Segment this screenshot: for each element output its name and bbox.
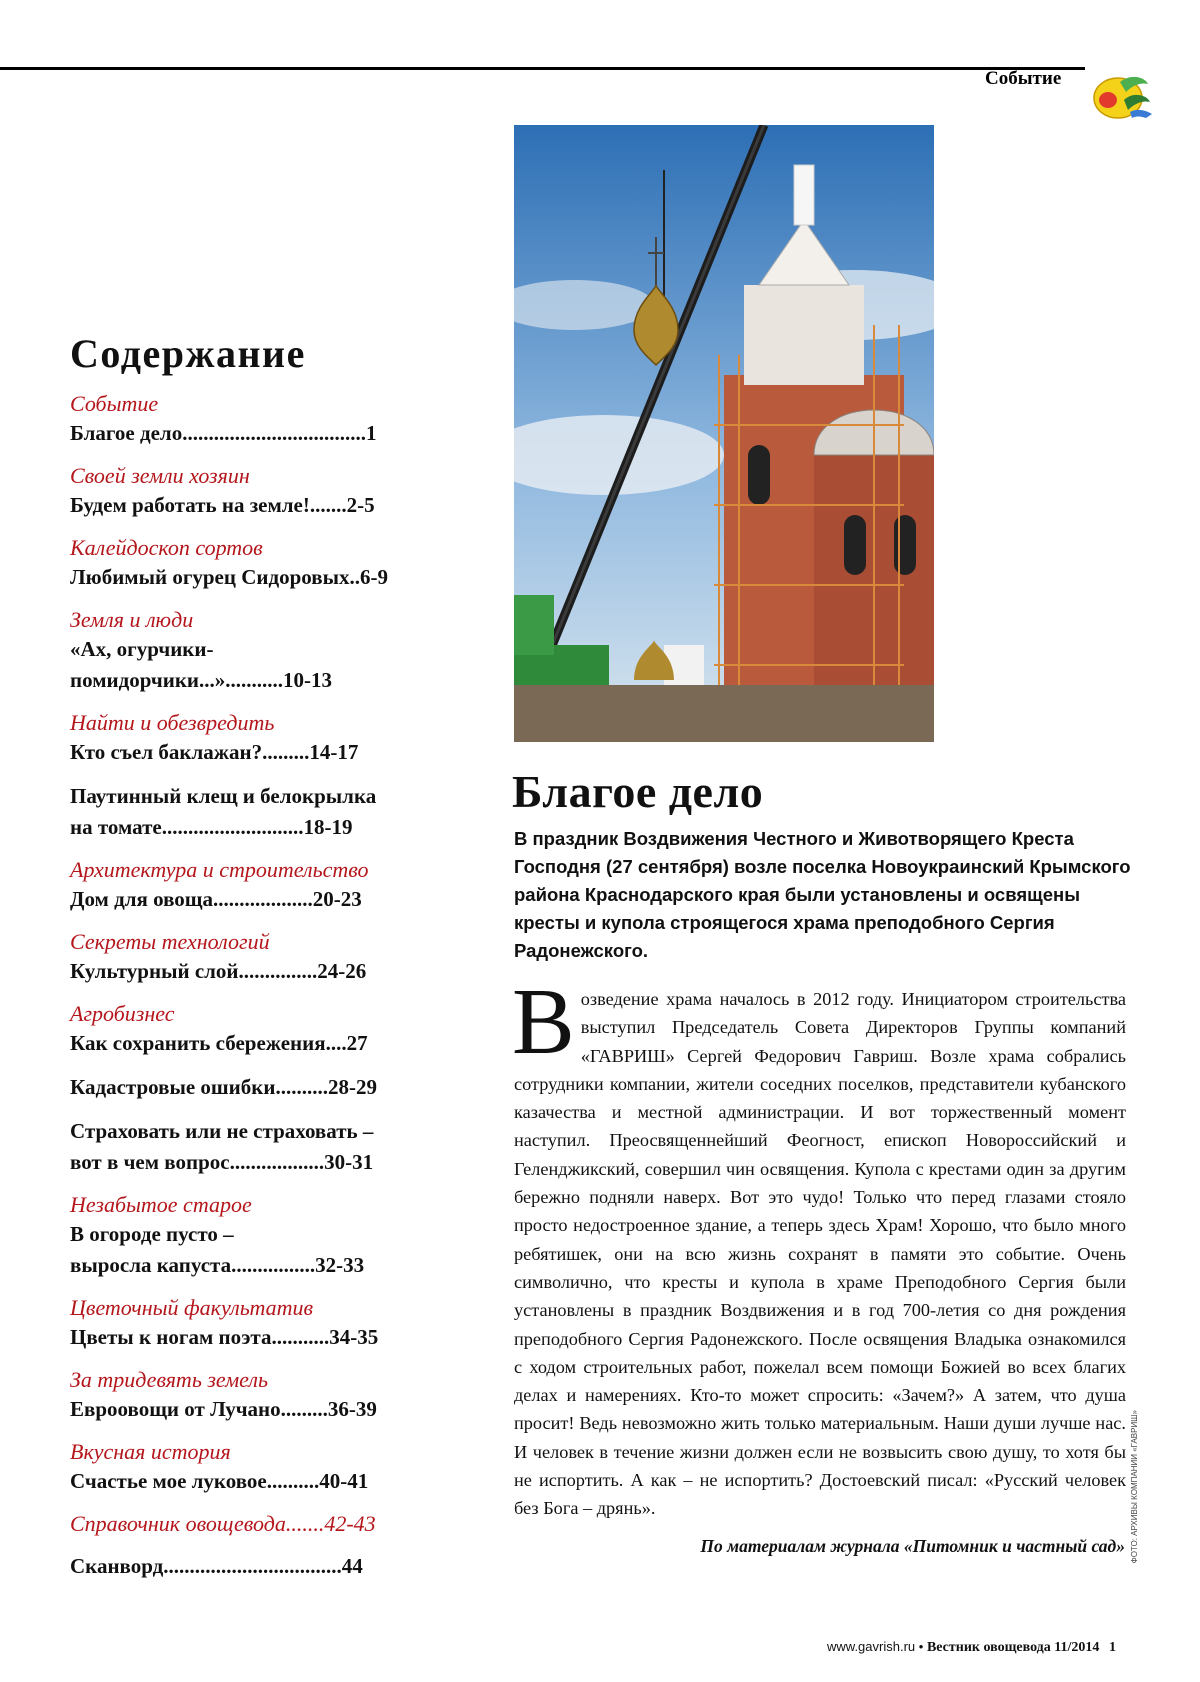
toc-category: Агробизнес <box>70 1001 175 1026</box>
article-body <box>512 970 1126 1523</box>
toc-gap <box>70 1425 480 1438</box>
toc-gap <box>70 987 480 1000</box>
toc-entry[interactable]: вот в чем вопрос..................30-31 <box>70 1150 374 1174</box>
toc-entry[interactable]: помидорчики...»...........10-13 <box>70 668 333 692</box>
toc-gap <box>70 1497 480 1510</box>
toc-entry[interactable]: на томате...........................18-19 <box>70 815 353 839</box>
toc-gap <box>70 1103 480 1116</box>
toc-entry[interactable]: Как сохранить сбережения....27 <box>70 1031 368 1055</box>
toc-gap <box>70 768 480 781</box>
toc-entry[interactable]: Кадастровые ошибки..........28-29 <box>70 1075 377 1099</box>
footer-magazine: Вестник овощевода 11/2014 <box>926 1640 1100 1655</box>
toc-entry[interactable]: Евроовощи от Лучано.........36-39 <box>70 1397 377 1421</box>
toc-category: Справочник овощевода.......42-43 <box>70 1511 376 1536</box>
toc-entry[interactable]: Кто съел баклажан?.........14-17 <box>70 740 359 764</box>
footer-site-link[interactable]: www.gavrish.ru <box>827 1639 916 1654</box>
toc-entry[interactable]: Цветы к ногам поэта...........34-35 <box>70 1325 379 1349</box>
toc-entry[interactable]: Благое дело...................................1 <box>70 421 377 445</box>
toc-entry[interactable]: Любимый огурец Сидоровых..6-9 <box>70 565 389 589</box>
footer-bullet: • <box>918 1639 924 1654</box>
toc-gap <box>70 1281 480 1294</box>
toc-category: Земля и люди <box>70 607 194 632</box>
toc-gap <box>70 1059 480 1072</box>
page-footer <box>827 1639 1116 1656</box>
toc-entry[interactable]: Счастье мое луковое..........40-41 <box>70 1469 369 1493</box>
toc-gap <box>70 1538 480 1551</box>
toc-entry[interactable]: Сканворд..................................44 <box>70 1554 363 1578</box>
page-number: 1 <box>1109 1640 1117 1655</box>
photo-credit: ФОТО: АРХИВЫ КОМПАНИИ «ГАВРИШ» <box>1130 1410 1139 1564</box>
toc-category: Своей земли хозяин <box>70 463 250 488</box>
toc-gap <box>70 915 480 928</box>
toc-gap <box>70 1178 480 1191</box>
section-label: Событие <box>985 68 1062 89</box>
header-rule <box>0 67 1085 70</box>
toc-entry[interactable]: Паутинный клещ и белокрылка <box>70 784 377 808</box>
toc-category: Архитектура и строительство <box>70 857 369 882</box>
toc-entry[interactable]: выросла капуста................32-33 <box>70 1253 365 1277</box>
drop-cap: В <box>512 970 575 1074</box>
toc-gap <box>70 843 480 856</box>
toc-category: Секреты технологий <box>70 929 270 954</box>
toc-category: Цветочный факультатив <box>70 1295 314 1320</box>
article-source-credit: По материалам журнала «Питомник и частный сад» <box>700 1536 1125 1556</box>
article-body-text: озведение храма началось в 2012 году. Инициатором строительства выступил Председатель Совета Директоров Группы компаний «ГАВРИШ» Сергей Федорович Гавриш. Возле храма собрались сотрудники компании, жители соседних поселков, представители кубанского казачества и местной администрации. И вот торжественный момент наступил. Преосвященнейший Феогност, епископ Новороссийский и Геленджикский, совершил чин освящения. Купола с крестами один за другим бережно подняли наверх. Вот это чудо! Только что перед глазами стояло просто недостроенное здание, а теперь здесь Храм! Хорошо, что было много ребятишек, они на всю жизнь сохранят в памяти это событие. Очень символично, что кресты и купола в храме Преподобного Сергия были установлены в праздник Воздвижения и в год 700-летия со дня рождения преподобного Сергия Радонежского. После освящения Владыка ознакомился с ходом строительных работ, пожелал всем помощи Божией во всех благих делах и намерениях. Кто-то может спросить: «Зачем?» А затем, что душа просит! Ведь невозможно жить только материальным. Наши души лучше нас. И человек в течение жизни должен если не возвысить свою душу, то хотя бы не испортить. А как – не испортить? Достоевский писал: «Русский человек без Бога – дрянь». <box>514 989 1126 1519</box>
toc-gap <box>70 696 480 709</box>
gavrish-logo-icon <box>1090 70 1156 122</box>
article-title: Благое дело <box>512 766 764 817</box>
toc-entry[interactable]: В огороде пусто – <box>70 1222 234 1246</box>
toc-category: Незабытое старое <box>70 1192 252 1217</box>
toc-entry[interactable]: Культурный слой...............24-26 <box>70 959 367 983</box>
toc-category: Найти и обезвредить <box>70 710 275 735</box>
toc-gap <box>70 593 480 606</box>
toc-category: Вкусная история <box>70 1439 231 1464</box>
article-lead: В праздник Воздвижения Честного и Животворящего Креста Господня (27 сентября) возле поселка Новоукраинский Крымского района Краснодарского края были установлены и освящены кресты и купола строящегося храма преподобного Сергия Радонежского. <box>514 828 1131 961</box>
church-construction-photo <box>514 125 934 742</box>
toc-category: Событие <box>70 391 159 416</box>
table-of-contents <box>70 390 480 1582</box>
toc-entry[interactable]: Будем работать на земле!.......2-5 <box>70 493 375 517</box>
toc-entry[interactable]: Дом для овоща...................20-23 <box>70 887 362 911</box>
toc-category: Калейдоскоп сортов <box>70 535 263 560</box>
toc-entry[interactable]: «Ах, огурчики- <box>70 637 214 661</box>
toc-gap <box>70 449 480 462</box>
toc-entry[interactable]: Страховать или не страховать – <box>70 1119 374 1143</box>
toc-category: За тридевять земель <box>70 1367 268 1392</box>
toc-title: Содержание <box>70 331 306 376</box>
toc-gap <box>70 1353 480 1366</box>
toc-gap <box>70 521 480 534</box>
